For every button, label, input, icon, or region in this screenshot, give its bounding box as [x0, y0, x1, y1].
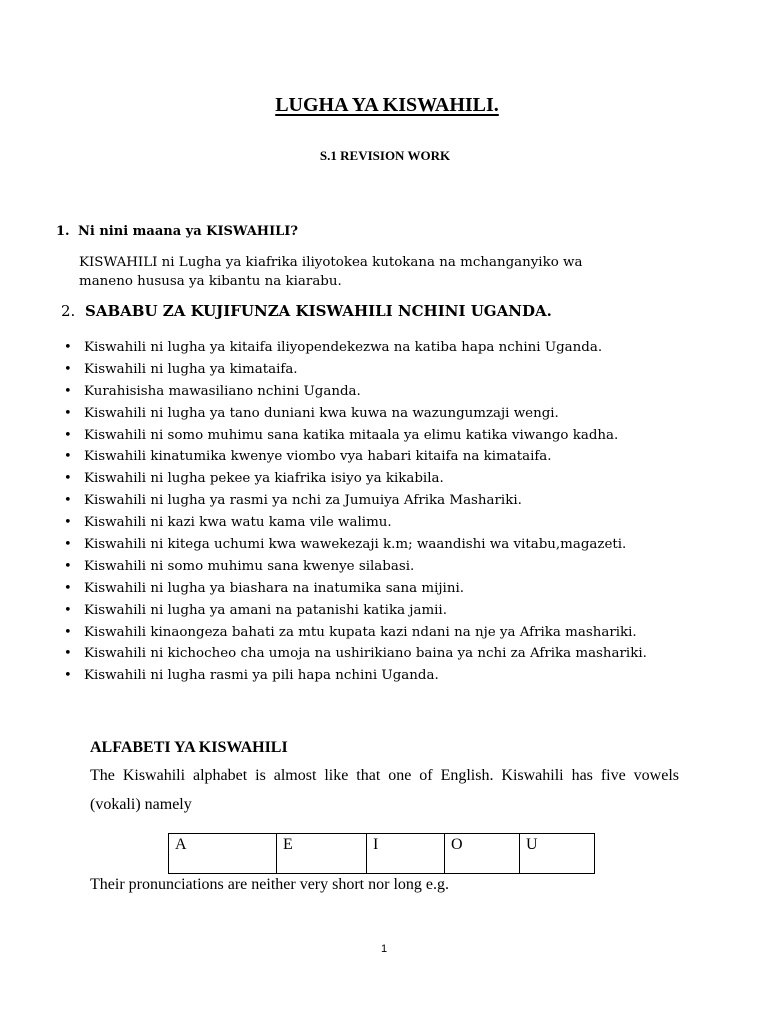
list-item-text: Kurahisisha mawasiliano nchini Uganda.	[84, 383, 361, 399]
bullet-icon: •	[64, 537, 72, 553]
page-title-text: LUGHA YA KISWAHILI.	[275, 94, 499, 116]
vowel-cell: E	[277, 834, 367, 874]
question-1	[56, 224, 298, 239]
question-2	[61, 302, 552, 320]
list-item-text: Kiswahili ni lugha ya kimataifa.	[84, 361, 298, 377]
vowels-table	[168, 833, 595, 874]
vowel-cell: U	[520, 834, 595, 874]
bullet-icon: •	[64, 580, 72, 596]
reasons-list	[64, 337, 647, 687]
bullet-icon: •	[64, 493, 72, 509]
list-item	[64, 468, 647, 490]
list-item	[64, 665, 647, 687]
list-item-text: Kiswahili ni somo muhimu sana kwenye silabasi.	[84, 558, 415, 574]
bullet-icon: •	[64, 405, 72, 421]
answer-line: KISWAHILI ni Lugha ya kiafrika iliyotokea kutokana na mchanganyiko wa	[79, 255, 583, 270]
bullet-icon: •	[64, 383, 72, 399]
bullet-icon: •	[64, 340, 72, 355]
page-number: 1	[380, 943, 388, 955]
page-title	[0, 94, 768, 117]
answer-line: maneno hususa ya kibantu na kiarabu.	[79, 274, 342, 289]
list-item-text: Kiswahili ni kitega uchumi kwa wawekezaji k.m; waandishi wa vitabu,magazeti.	[84, 537, 627, 553]
list-item-text: Kiswahili kinaongeza bahati za mtu kupata kazi ndani na nje ya Afrika mashariki.	[84, 624, 637, 640]
list-item-text: Kiswahili ni lugha ya kitaifa iliyopendekezwa na katiba hapa nchini Uganda.	[84, 340, 603, 355]
page-subtitle: S.1 REVISION WORK	[319, 148, 451, 163]
list-item-text: Kiswahili ni lugha ya rasmi ya nchi za Jumuiya Afrika Mashariki.	[84, 493, 522, 509]
list-item-text: Kiswahili kinatumika kwenye viombo vya habari kitaifa na kimataifa.	[84, 449, 552, 465]
bullet-icon: •	[64, 646, 72, 662]
list-item	[64, 556, 647, 578]
question-2-number: 2.	[61, 302, 76, 320]
bullet-icon: •	[64, 602, 72, 618]
list-item	[64, 643, 647, 665]
list-item	[64, 425, 647, 447]
bullet-icon: •	[64, 449, 72, 465]
question-1-answer	[79, 253, 679, 291]
list-item-text: Kiswahili ni lugha pekee ya kiafrika isiyo ya kikabila.	[84, 471, 444, 487]
list-item-text: Kiswahili ni somo muhimu sana katika mitaala ya elimu katika viwango kadha.	[84, 427, 619, 443]
vowel-cell: I	[367, 834, 445, 874]
bullet-icon: •	[64, 471, 72, 487]
list-item-text: Kiswahili ni lugha rasmi ya pili hapa nchini Uganda.	[84, 668, 439, 684]
bullet-icon: •	[64, 558, 72, 574]
list-item-text: Kiswahili ni lugha ya amani na patanishi katika jamii.	[84, 602, 447, 618]
list-item-text: Kiswahili ni kazi kwa watu kama vile walimu.	[84, 515, 392, 531]
bullet-icon: •	[64, 624, 72, 640]
vowel-cell: O	[445, 834, 520, 874]
list-item	[64, 512, 647, 534]
list-item	[64, 490, 647, 512]
vowel-cell: A	[169, 834, 277, 874]
bullet-icon: •	[64, 361, 72, 377]
alfabeti-heading: ALFABETI YA KISWAHILI	[90, 739, 288, 756]
list-item	[64, 359, 647, 381]
list-item-text: Kiswahili ni kichocheo cha umoja na ushirikiano baina ya nchi za Afrika mashariki.	[84, 646, 647, 662]
question-1-number: 1.	[56, 224, 70, 239]
list-item	[64, 381, 647, 403]
bullet-icon: •	[64, 668, 72, 684]
list-item	[64, 534, 647, 556]
question-2-text: SABABU ZA KUJIFUNZA KISWAHILI NCHINI UGANDA.	[85, 302, 552, 320]
list-item	[64, 578, 647, 600]
list-item	[64, 622, 647, 644]
pronunciation-note: Their pronunciations are neither very short nor long e.g.	[90, 876, 449, 893]
list-item	[64, 337, 647, 359]
question-1-text: Ni nini maana ya KISWAHILI?	[78, 224, 298, 239]
bullet-icon: •	[64, 515, 72, 531]
list-item-text: Kiswahili ni lugha ya tano duniani kwa kuwa na wazungumzaji wengi.	[84, 405, 559, 421]
list-item	[64, 446, 647, 468]
bullet-icon: •	[64, 427, 72, 443]
list-item-text: Kiswahili ni lugha ya biashara na inatumika sana mijini.	[84, 580, 464, 596]
table-row	[169, 834, 595, 874]
alfabeti-paragraph: The Kiswahili alphabet is almost like that one of English. Kiswahili has five vowels (vokali) namely	[90, 767, 679, 813]
list-item	[64, 403, 647, 425]
list-item	[64, 600, 647, 622]
